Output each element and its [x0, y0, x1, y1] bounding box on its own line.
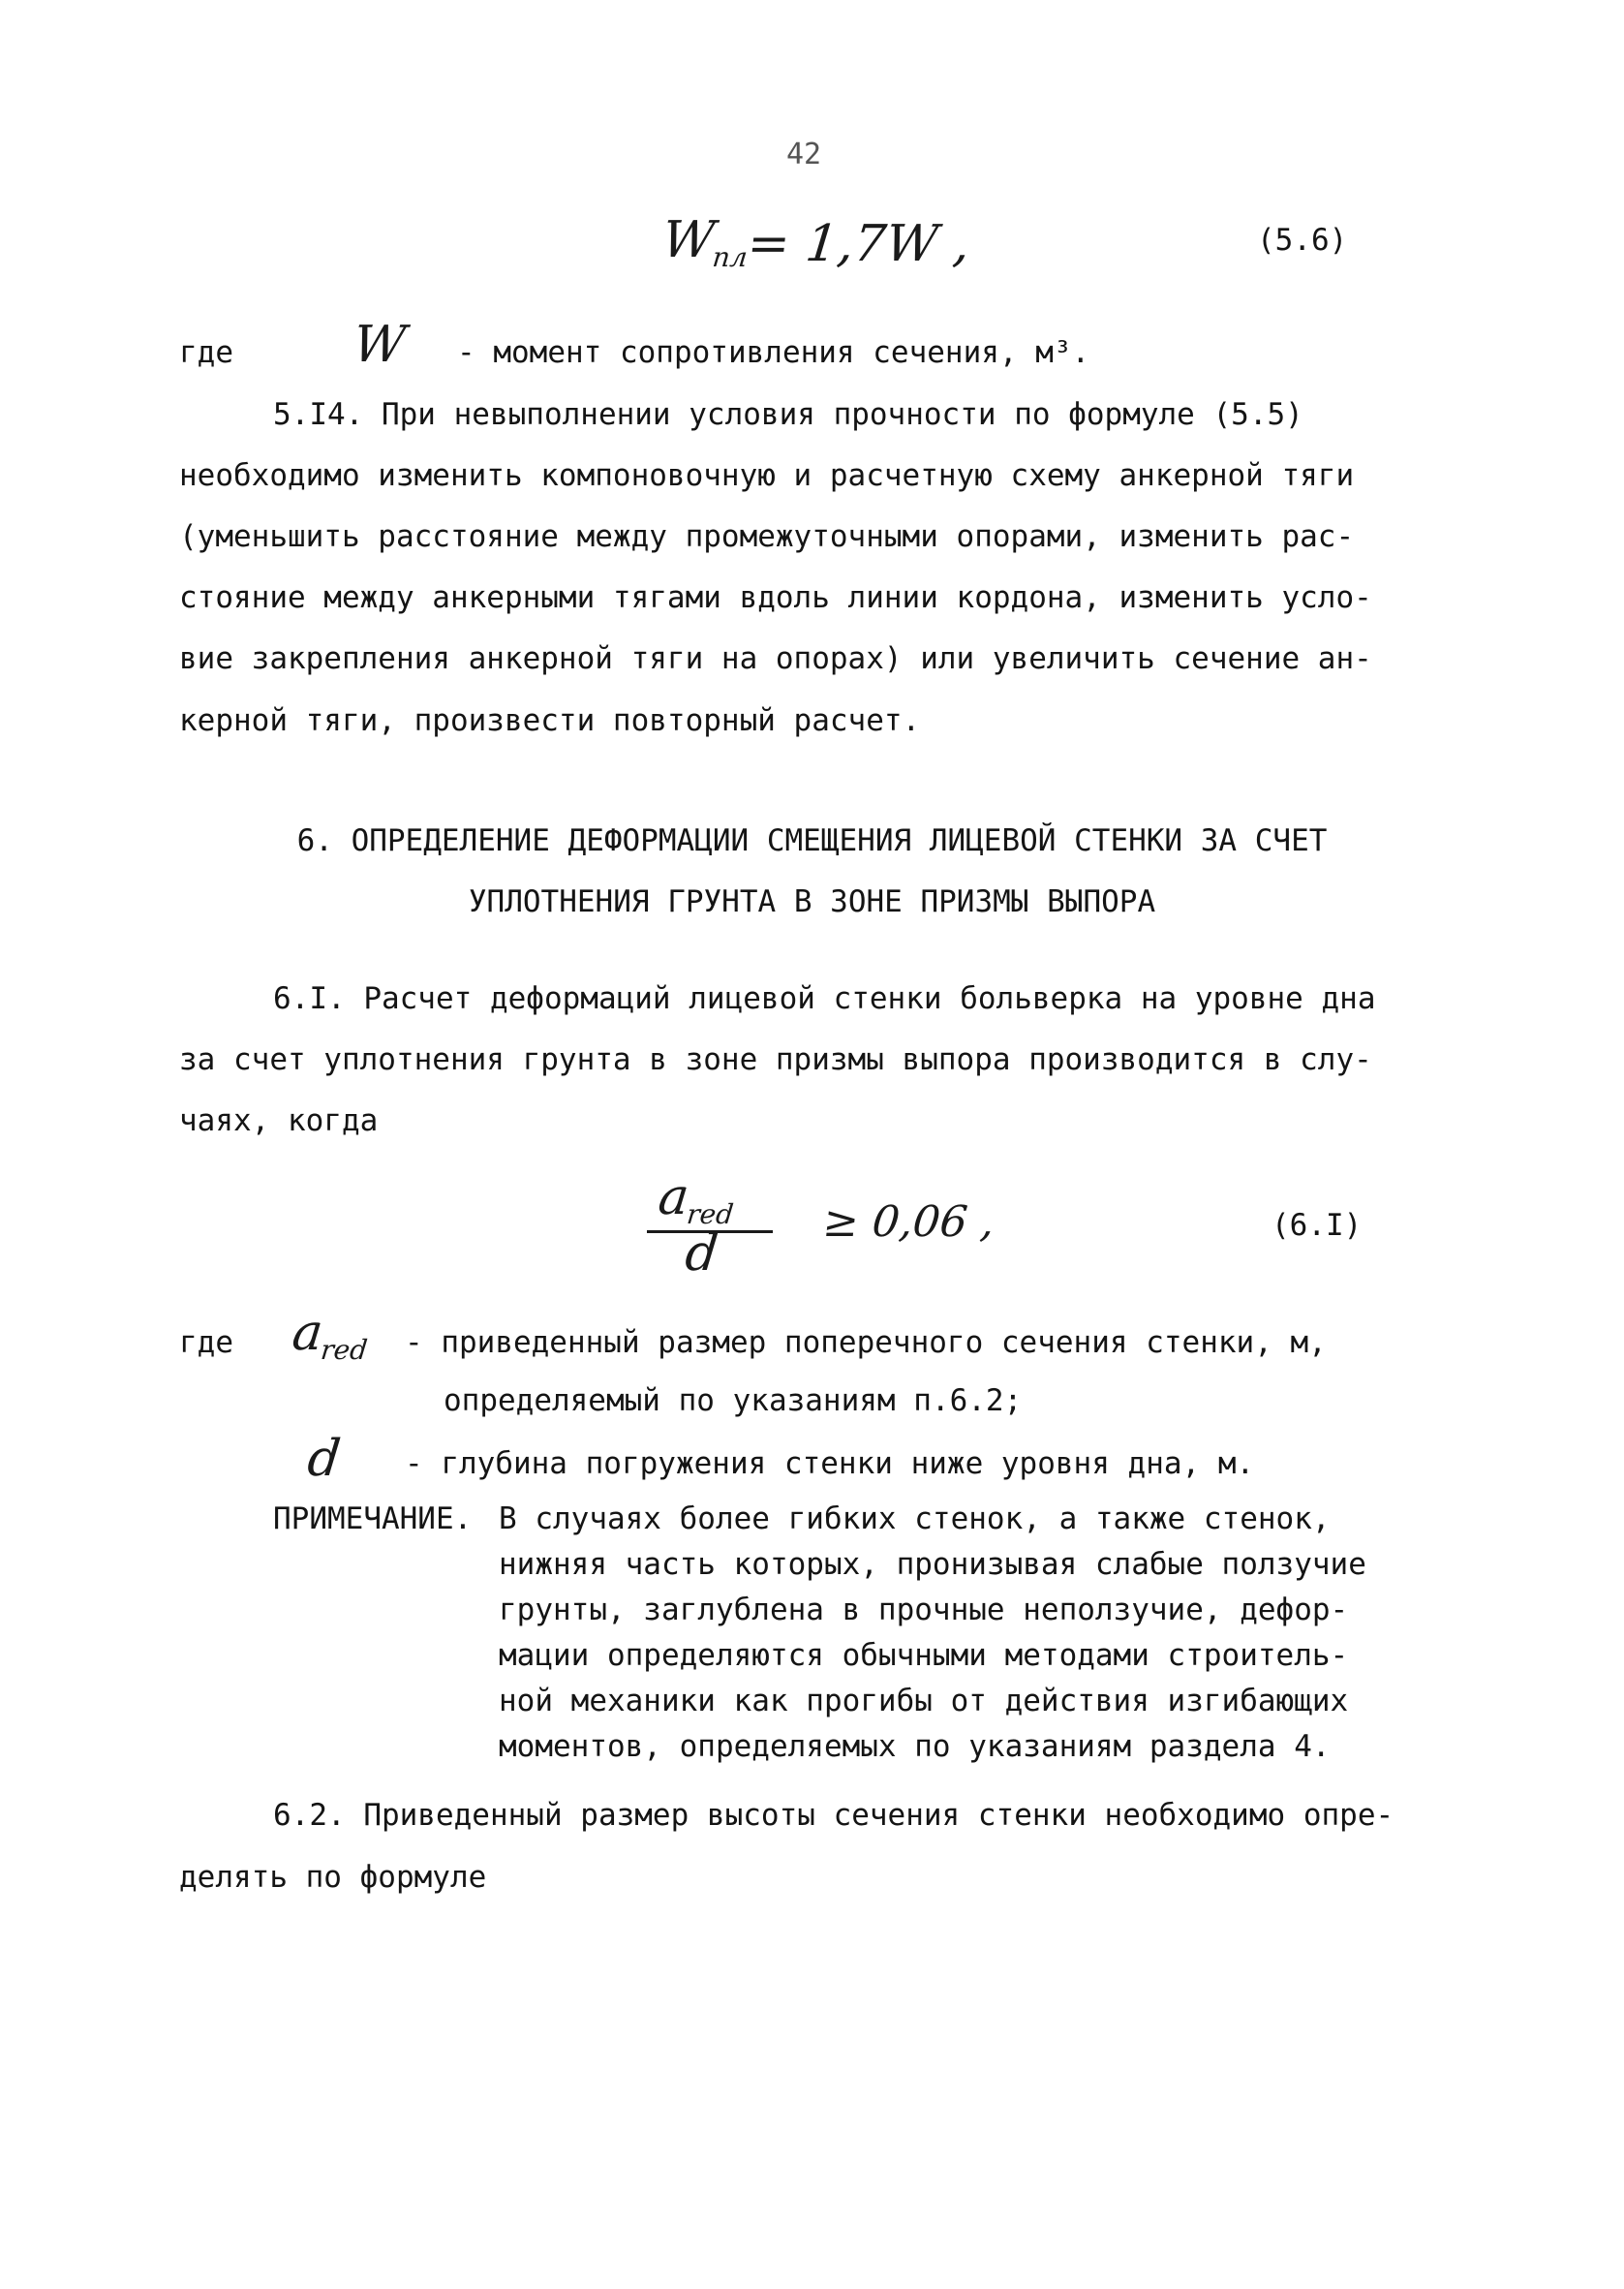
paragraph-line: 6.I. Расчет деформаций лицевой стенки больверка на уровне дна — [273, 981, 1376, 1016]
formula-6-1-rhs: ≥ 0,06 , — [820, 1197, 997, 1247]
paragraph-line: необходимо изменить компоновочную и расчетную схему анкерной тяги — [179, 458, 1355, 493]
paragraph-line: 6.2. Приведенный размер высоты сечения стенки необходимо опре- — [273, 1798, 1394, 1833]
note-line: моментов, определяемых по указаниям раздела 4. — [499, 1729, 1331, 1764]
formula-6-1-numerator: $a_{red}$ — [656, 1168, 736, 1230]
def-a-line-1: - приведенный размер поперечного сечения стенки, м, — [405, 1325, 1327, 1360]
paragraph-line: чаях, когда — [179, 1103, 379, 1138]
paragraph-line: керной тяги, произвести повторный расчет. — [179, 703, 921, 738]
where-word-2: где — [179, 1325, 233, 1360]
formula-5-6-number: (5.6) — [1257, 223, 1348, 258]
section-heading-line-1: 6. ОПРЕДЕЛЕНИЕ ДЕФОРМАЦИИ СМЕЩЕНИЯ ЛИЦЕВОЙ СТЕНКИ ЗА СЧЕТ — [296, 823, 1328, 858]
def-d: - глубина погружения стенки ниже уровня дна, м. — [405, 1446, 1255, 1481]
note-line: нижняя часть которых, пронизывая слабые ползучие — [499, 1547, 1366, 1582]
paragraph-line: делять по формуле — [179, 1860, 487, 1895]
symbol-a-red: $a_{red}$ — [290, 1304, 370, 1366]
where-word-1: где — [179, 335, 233, 370]
formula-6-1-number: (6.I) — [1272, 1208, 1363, 1243]
symbol-d: d — [304, 1430, 344, 1488]
formula-6-1-denominator: d — [682, 1224, 721, 1283]
paragraph-line: вие закрепления анкерной тяги на опорах) или увеличить сечение ан- — [179, 641, 1372, 676]
page-number: 42 — [786, 138, 822, 171]
note-line: ной механики как прогибы от действия изгибающих — [499, 1684, 1349, 1718]
section-heading-line-2: УПЛОТНЕНИЯ ГРУНТА В ЗОНЕ ПРИЗМЫ ВЫПОРА — [468, 884, 1156, 919]
note-line: грунты, заглублена в прочные неползучие, дефор- — [499, 1593, 1349, 1627]
formula-5-6-rhs: = 1,7W , — [744, 215, 973, 273]
paragraph-line: стояние между анкерными тягами вдоль линии кордона, изменить усло- — [179, 580, 1372, 615]
where-1-definition: - момент сопротивления сечения, м³. — [457, 335, 1090, 370]
paragraph-line: 5.I4. При невыполнении условия прочности по формуле (5.5) — [273, 397, 1303, 432]
note-line: мации определяются обычными методами строитель- — [499, 1638, 1349, 1673]
paragraph-line: (уменьшить расстояние между промежуточными опорами, изменить рас- — [179, 519, 1355, 554]
paragraph-line: за счет уплотнения грунта в зоне призмы выпора производится в слу- — [179, 1042, 1372, 1077]
symbol-w: W — [350, 316, 409, 374]
formula-5-6-lhs: $W_{пл}$ — [659, 211, 750, 273]
note-line: В случаях более гибких стенок, а также стенок, — [499, 1501, 1331, 1536]
def-a-line-2: определяемый по указаниям п.6.2; — [444, 1383, 1023, 1418]
note-label: ПРИМЕЧАНИЕ. — [273, 1501, 473, 1536]
